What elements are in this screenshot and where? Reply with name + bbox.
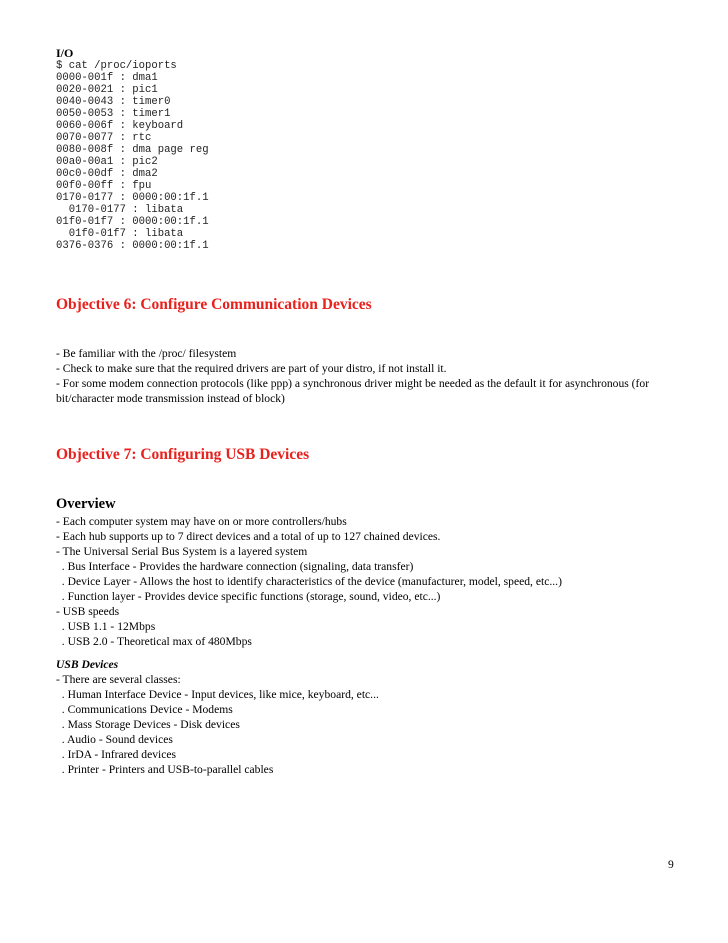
usb-devices-body [56, 672, 688, 777]
code-line: 00a0-00a1 : pic2 [56, 156, 158, 168]
code-line: 0170-0177 : 0000:00:1f.1 [56, 192, 209, 204]
body-line: . Printer - Printers and USB-to-parallel cables [56, 763, 274, 776]
body-line: . USB 2.0 - Theoretical max of 480Mbps [56, 635, 252, 648]
body-line: - Be familiar with the /proc/ filesystem [56, 347, 237, 360]
body-line: . Mass Storage Devices - Disk devices [56, 718, 240, 731]
io-heading: I/O [56, 46, 74, 60]
objective-6-title: Objective 6: Configure Communication Devices [56, 296, 372, 313]
body-line: - For some modem connection protocols (like ppp) a synchronous driver might be needed as the default it for asynchronous (for bit/character mode transmission instead of block) [56, 377, 650, 405]
code-line: $ cat /proc/ioports [56, 60, 177, 72]
code-line: 0070-0077 : rtc [56, 132, 152, 144]
overview-body [56, 514, 688, 649]
document-page [56, 0, 686, 943]
body-line: - There are several classes: [56, 673, 181, 686]
code-line: 0050-0053 : timer1 [56, 108, 171, 120]
code-line: 0170-0177 : libata [56, 204, 184, 216]
objective-6-body [56, 346, 688, 406]
code-line: 01f0-01f7 : 0000:00:1f.1 [56, 216, 209, 228]
code-line: 0080-008f : dma page reg [56, 144, 209, 156]
body-line: . USB 1.1 - 12Mbps [56, 620, 156, 633]
body-line: . Human Interface Device - Input devices, like mice, keyboard, etc... [56, 688, 379, 701]
ioports-code-block [56, 60, 209, 252]
objective-7-title: Objective 7: Configuring USB Devices [56, 446, 310, 463]
body-line: . Function layer - Provides device specific functions (storage, sound, video, etc...) [56, 590, 441, 603]
overview-heading: Overview [56, 496, 116, 512]
code-line: 00c0-00df : dma2 [56, 168, 158, 180]
code-line: 01f0-01f7 : libata [56, 228, 184, 240]
body-line: . Device Layer - Allows the host to identify characteristics of the device (manufacturer, model, speed, etc...) [56, 575, 562, 588]
code-line: 0020-0021 : pic1 [56, 84, 158, 96]
code-line: 00f0-00ff : fpu [56, 180, 152, 192]
body-line: - USB speeds [56, 605, 120, 618]
code-line: 0060-006f : keyboard [56, 120, 184, 132]
body-line: - Each computer system may have on or more controllers/hubs [56, 515, 347, 528]
body-line: - The Universal Serial Bus System is a layered system [56, 545, 308, 558]
body-line: - Each hub supports up to 7 direct devices and a total of up to 127 chained devices. [56, 530, 441, 543]
body-line: . Bus Interface - Provides the hardware connection (signaling, data transfer) [56, 560, 414, 573]
page-number: 9 [668, 858, 674, 871]
code-line: 0000-001f : dma1 [56, 72, 158, 84]
code-line: 0376-0376 : 0000:00:1f.1 [56, 240, 209, 252]
body-line: - Check to make sure that the required drivers are part of your distro, if not install it. [56, 362, 447, 375]
code-line: 0040-0043 : timer0 [56, 96, 171, 108]
body-line: . IrDA - Infrared devices [56, 748, 177, 761]
body-line: . Audio - Sound devices [56, 733, 173, 746]
usb-devices-heading: USB Devices [56, 658, 119, 671]
body-line: . Communications Device - Modems [56, 703, 233, 716]
